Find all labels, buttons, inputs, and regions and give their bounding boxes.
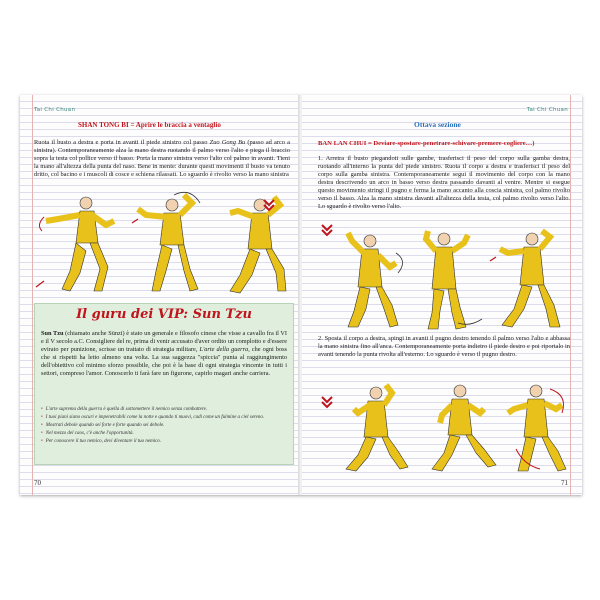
- sidebar-box: [34, 303, 294, 465]
- list-item: • Per conoscere il tuo nemico, devi diventare il tuo nemico.: [41, 438, 287, 446]
- step-2-text: 2. Sposta il corpo a destra, spingi in avanti il pugno destro tenendo il palmo verso l'alto e abbassa la mano sinistra fino all'anca. Contemporaneamente porta indietro il piede destro e poi riportalo in avanti tenendo la punta rivolta all'esterno. Lo sguardo è verso il pugno destro.: [318, 335, 570, 358]
- pose-figure-4: [348, 233, 403, 327]
- left-page: [20, 95, 300, 495]
- running-head: Tai Chi Chuan: [526, 107, 568, 113]
- pose-illustrations: [318, 379, 570, 475]
- sidebar-title: Il guru dei VIP: Sun Tzu: [76, 307, 252, 322]
- pose-figure-3: [230, 197, 286, 293]
- quote-list: [41, 406, 287, 446]
- section-title: BAN LAN CHUI = Deviare-spostare-penetrare-schivare-premere-cogliere…): [318, 140, 535, 147]
- step-1-text: 1. Arretra il busto piegandoti sulle gambe, trasferisci il peso del corpo sulla gamba destra, ruotando all'interno la punta del piede sinistro. Ruota il corpo a destra e trasferisci il peso del corpo sulla gamba sinistra. Contemporaneamente segui il movimento del corpo con la mano destra descrivendo un arco in basso verso destra passando davanti al ventre. Mentre si esegue questo movimento stringi il pugno e ferma la mano accanto alla coscia sinistra, col palmo rivolto verso il basso. Alza la mano sinistra davanti all'altezza della testa, col palmo rivolto verso l'alto. Lo sguardo è rivolto verso l'alto.: [318, 155, 570, 210]
- list-item: • L'arte suprema della guerra è quella di sottomettere il nemico senza combattere.: [41, 406, 287, 414]
- margin-line: [570, 95, 571, 495]
- list-item: • Mostrati debole quando sei forte e forte quando sei debole.: [41, 422, 287, 430]
- body-paragraph: Ruota il busto a destra e porta in avanti il piede sinistro col passo Zuo Gong Bu (passo ad arco a sinistra). Contemporaneamente alza la mano destra ruotando il palmo verso l'alto e piega il braccio sopra la testa col pollice verso il basso. Porta la mano sinistra verso l'alto col palmo in avanti. Tieni la mano all'altezza della punta del naso. Bene in mente: durante questi movimenti il busto va tenuto dritto, col bacino e i muscoli di cosce e schiena rilassati. Lo sguardo è rivolto verso la mano sinistra: [34, 139, 290, 178]
- pose-figure-6: [490, 231, 560, 327]
- pose-figure-9: [508, 385, 566, 471]
- section-title: SHAN TONG BI = Aprire le braccia a ventaglio: [78, 121, 221, 129]
- margin-line: [32, 95, 33, 495]
- pose-figure-8: [432, 385, 496, 471]
- pose-illustrations: [34, 191, 284, 299]
- page-number: 70: [34, 479, 41, 487]
- sidebar-text: Sun Tzu (chiamato anche Sūnzi) è stato un generale e filosofo cinese che visse a cavallo fra il VI e il V secolo a.C. Consigliere del re, prima di venir accusato d'aver ordito un complotto e d'essere evirato per punizione, scrisse un trattato di strategia militare, L'arte della guerra, che ogni boss che si rispetti ha letto almeno una volta. La sua saggezza "spiccia" punta al raggiungimento dell'obiettivo col minimo sforzo possibile, che poi è la base di ogni strategia vincente in tutti i settori, compreso l'amor. Conoscerlo ti farà fare un figurone, capirlo magari anche carriera.: [41, 330, 288, 377]
- book-spread: [20, 95, 582, 495]
- section-heading: Ottava sezione: [414, 120, 461, 129]
- pose-illustrations: [318, 227, 570, 333]
- running-head: Tai Chi Chuan: [34, 107, 76, 113]
- pose-figure-1: [36, 197, 114, 291]
- page-number: 71: [561, 479, 568, 487]
- pose-figure-5: [426, 231, 482, 329]
- right-page: [302, 95, 582, 495]
- list-item: • I tuoi piani siano oscuri e impenetrabili come la notte e quando ti muovi, cadi come un fulmine a ciel sereno.: [41, 414, 287, 422]
- continue-chevron-icon: [262, 198, 276, 212]
- pose-figure-2: [132, 192, 200, 291]
- list-item: • Nel mezzo del caos, c'è anche l'opportunità.: [41, 430, 287, 438]
- pose-figure-7: [346, 385, 408, 471]
